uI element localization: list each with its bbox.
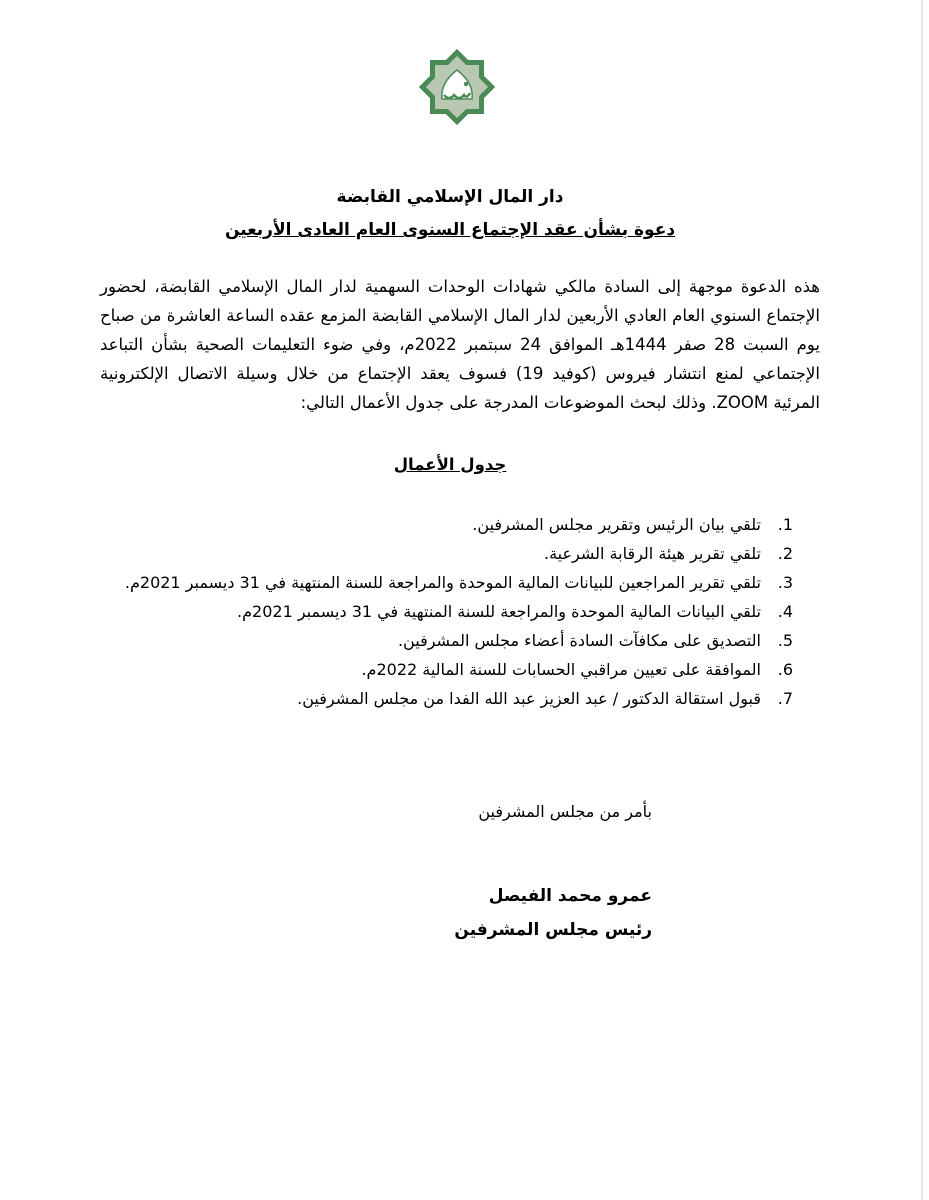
agenda-item-number: 1.: [777, 515, 793, 534]
agenda-item: [93, 510, 793, 539]
company-logo-icon: [416, 46, 498, 128]
agenda-item: [93, 684, 793, 713]
agenda-item-number: 2.: [777, 544, 793, 563]
signatory-title: رئيس مجلس المشرفين: [454, 920, 652, 940]
page-edge: [921, 0, 923, 1200]
agenda-item: [93, 539, 793, 568]
agenda-item-text: الموافقة على تعيين مراقبي الحسابات للسنة المالية 2022م.: [361, 660, 761, 679]
agenda-item-number: 6.: [777, 660, 793, 679]
agenda-item: [93, 597, 793, 626]
company-title: دار المال الإسلامي القابضة: [336, 187, 564, 207]
agenda-item-text: التصديق على مكافآت السادة أعضاء مجلس المشرفين.: [397, 631, 761, 650]
invitation-body: هذه الدعوة موجهة إلى السادة مالكي شهادات الوحدات السهمية لدار المال الإسلامي القابضة، لحضور الإجتماع السنوي العام العادي الأربعين لدار المال الإسلامي القابضة المزمع عقده الساعة العاشرة من صباح يوم السبت 28 صفر 1444هـ الموافق 24 سبتمبر 2022م، وفي ضوء التعليمات الصحية بشأن التباعد الإجتماعي لمنع انتشار فيروس (كوفيد 19) فسوف يعقد الإجتماع من خلال وسيلة الاتصال الإلكترونية المرئية ZOOM. وذلك لبحث الموضوعات المدرجة على جدول الأعمال التالي:: [100, 277, 820, 412]
board-order-line: بأمر من مجلس المشرفين: [478, 802, 652, 821]
agenda-item-number: 4.: [777, 602, 793, 621]
agenda-item-number: 7.: [777, 689, 793, 708]
agenda-item-text: تلقي بيان الرئيس وتقرير مجلس المشرفين.: [472, 515, 761, 534]
agenda-item: [93, 626, 793, 655]
agenda-item-number: 5.: [777, 631, 793, 650]
agenda-list: [93, 510, 793, 713]
agenda-item-text: تلقي البيانات المالية الموحدة والمراجعة للسنة المنتهية في 31 ديسمبر 2021م.: [237, 602, 761, 621]
agenda-item-text: تلقي تقرير هيئة الرقابة الشرعية.: [543, 544, 761, 563]
agenda-heading: جدول الأعمال: [393, 455, 507, 474]
signatory-name: عمرو محمد الفيصل: [488, 886, 652, 906]
agenda-item-text: تلقي تقرير المراجعين للبيانات المالية الموحدة والمراجعة للسنة المنتهية في 31 ديسمبر 2021م.: [124, 573, 761, 592]
agenda-item-text: قبول استقالة الدكتور / عبد العزيز عبد الله الفدا من مجلس المشرفين.: [297, 689, 761, 708]
agenda-item: [93, 655, 793, 684]
agenda-item-number: 3.: [777, 573, 793, 592]
invitation-subtitle: دعوة بشأن عقد الإجتماع السنوى العام العادى الأربعين: [224, 220, 676, 240]
agenda-item: [93, 568, 793, 597]
